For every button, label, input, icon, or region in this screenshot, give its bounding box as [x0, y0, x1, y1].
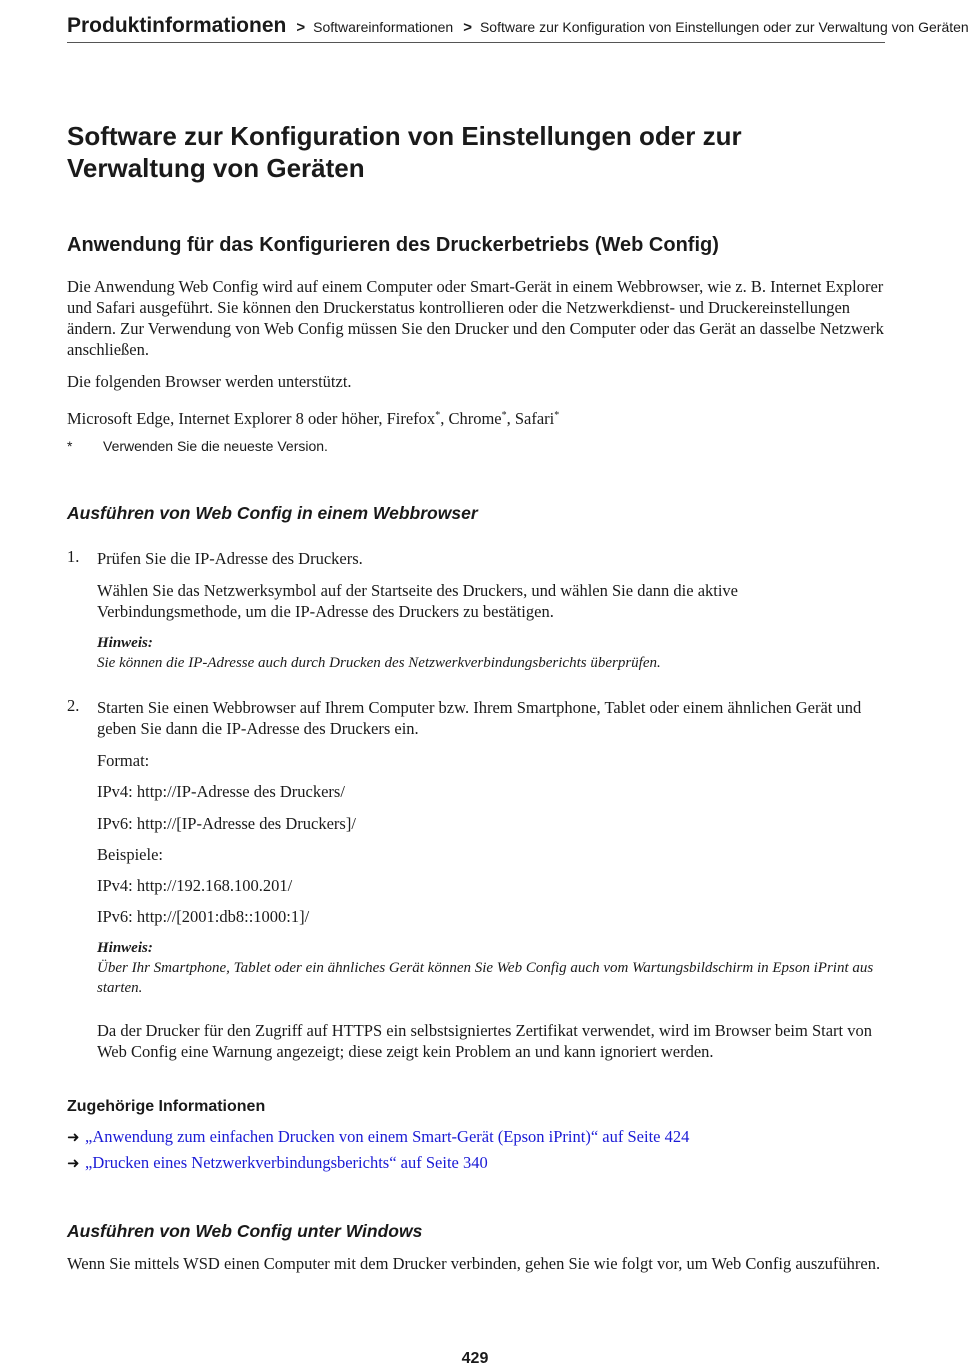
- breadcrumb: [67, 14, 969, 43]
- page-number: 429: [461, 1350, 489, 1367]
- ipv4-format: IPv4: http://IP-Adresse des Druckers/: [97, 782, 345, 801]
- https-paragraph: Da der Drucker für den Zugriff auf HTTPS ein selbstsigniertes Zertifikat verwendet, wird im Browser beim Start von Web Config eine Warnung angezeigt; diese zeigt kein Problem an und kann ignoriert werden.: [97, 1021, 872, 1061]
- note-label: Hinweis:: [97, 635, 153, 651]
- breadcrumb-separator: >: [296, 19, 306, 36]
- related-link[interactable]: [67, 1152, 488, 1174]
- step2-title: Starten Sie einen Webbrowser auf Ihrem Computer bzw. Ihrem Smartphone, Tablet oder einem ähnlichen Gerät und geben Sie dann die IP-Adresse des Druckers ein.: [97, 698, 862, 738]
- browser-list: [67, 405, 885, 429]
- ipv6-example: IPv6: http://[2001:db8::1000:1]/: [97, 907, 310, 926]
- footnote-text: Verwenden Sie die neueste Version.: [103, 438, 328, 454]
- windows-paragraph: Wenn Sie mittels WSD einen Computer mit dem Drucker verbinden, gehen Sie wie folgt vor, um Web Config auszuführen.: [67, 1254, 881, 1273]
- related-link-text[interactable]: „Anwendung zum einfachen Drucken von einem Smart-Gerät (Epson iPrint)“ auf Seite 424: [85, 1127, 690, 1146]
- subsection-heading-windows: Ausführen von Web Config unter Windows: [67, 1221, 423, 1241]
- intro-paragraph: Die Anwendung Web Config wird auf einem Computer oder Smart-Gerät in einem Webbrowser, wie z. B. Internet Explorer und Safari ausgeführt. Sie können den Druckerstatus kontrollieren oder die Netzwerkdienst- und Druckereinstellungen ändern. Zur Verwendung von Web Config müssen Sie den Drucker und den Computer oder das Gerät an dasselbe Netzwerk anschließen.: [67, 277, 884, 359]
- note-label: Hinweis:: [97, 940, 153, 956]
- footnote-mark: *: [435, 410, 441, 421]
- related-link-text[interactable]: „Drucken eines Netzwerkverbindungsberichts“ auf Seite 340: [85, 1153, 488, 1172]
- step-number: 2.: [67, 696, 80, 715]
- ipv6-format: IPv6: http://[IP-Adresse des Druckers]/: [97, 814, 356, 833]
- step1-text: Wählen Sie das Netzwerksymbol auf der Startseite des Druckers, und wählen Sie dann die aktive Verbindungsmethode, um die IP-Adresse des Druckers zu bestätigen.: [97, 581, 739, 621]
- ipv4-example: IPv4: http://192.168.100.201/: [97, 876, 293, 895]
- browser-list-part3: , Safari: [506, 409, 555, 428]
- footnote: [67, 437, 328, 455]
- breadcrumb-main[interactable]: Produktinformationen: [67, 14, 287, 37]
- section-heading: Anwendung für das Konfigurieren des Druckerbetriebs (Web Config): [67, 234, 719, 256]
- page-title: Software zur Konfiguration von Einstellungen oder zur Verwaltung von Geräten: [67, 121, 742, 183]
- breadcrumb-level3[interactable]: Software zur Konfiguration von Einstellungen oder zur Verwaltung von Geräten: [479, 19, 969, 35]
- subsection-heading-webbrowser: Ausführen von Web Config in einem Webbrowser: [67, 503, 478, 523]
- footnote-mark: *: [501, 410, 507, 421]
- step1-title: Prüfen Sie die IP-Adresse des Druckers.: [97, 549, 363, 568]
- browsers-intro: Die folgenden Browser werden unterstützt.: [67, 372, 352, 391]
- note-text: Über Ihr Smartphone, Tablet oder ein ähnliches Gerät können Sie Web Config auch vom Wartungsbildschirm in Epson iPrint aus starten.: [97, 960, 874, 996]
- breadcrumb-level2[interactable]: Softwareinformationen: [313, 19, 454, 35]
- related-heading: Zugehörige Informationen: [67, 1098, 266, 1115]
- examples-label: Beispiele:: [97, 845, 163, 864]
- note-text: Sie können die IP-Adresse auch durch Drucken des Netzwerkverbindungsberichts überprüfen.: [97, 655, 661, 671]
- browser-list-part2: , Chrome: [440, 409, 502, 428]
- footnote-star: *: [67, 438, 73, 454]
- footnote-mark: *: [554, 410, 560, 421]
- breadcrumb-separator: >: [463, 19, 472, 36]
- browser-list-part1: Microsoft Edge, Internet Explorer 8 oder höher, Firefox: [67, 409, 436, 428]
- arrow-right-icon: ➜: [67, 1128, 80, 1146]
- arrow-right-icon: ➜: [67, 1154, 80, 1172]
- step-number: 1.: [67, 547, 80, 566]
- related-link[interactable]: [67, 1126, 689, 1148]
- format-label: Format:: [97, 751, 150, 770]
